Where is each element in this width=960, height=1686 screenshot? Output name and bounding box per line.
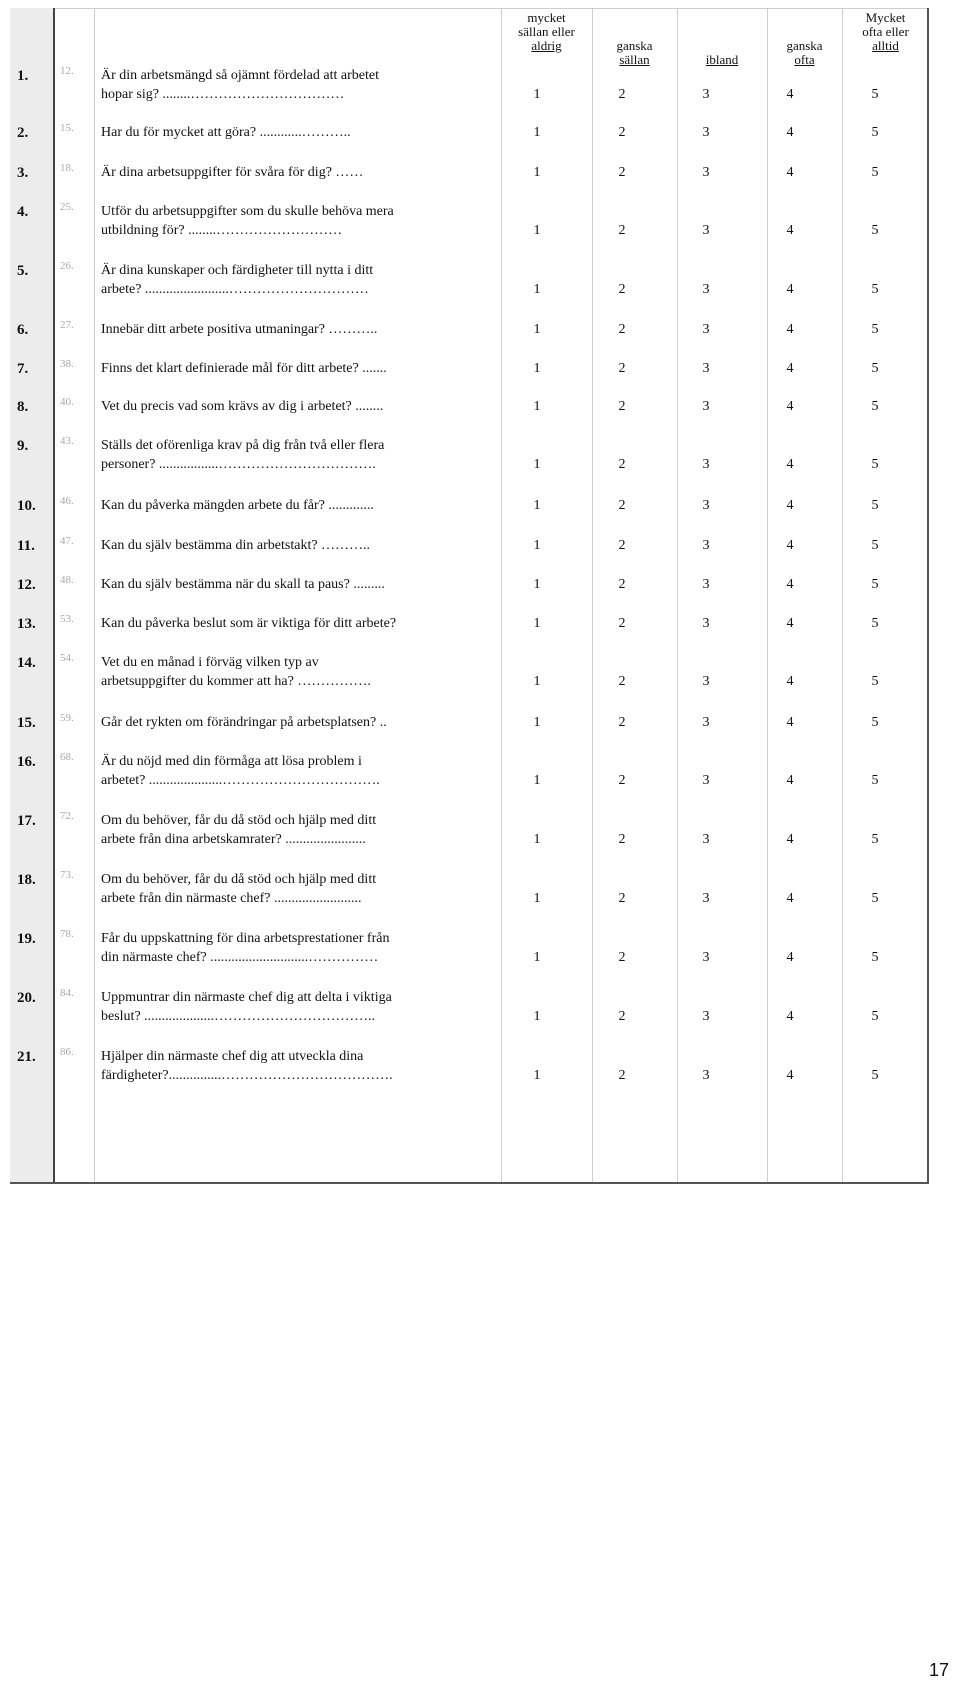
scale-option-1[interactable]: 1	[533, 282, 541, 297]
question-number: 21.	[17, 1049, 36, 1065]
scale-option-5[interactable]: 5	[871, 457, 879, 472]
scale-option-3[interactable]: 3	[702, 773, 710, 788]
question-number: 6.	[17, 322, 29, 338]
question-text-line: Innebär ditt arbete positiva utmaningar? ………..	[101, 322, 378, 337]
question-text-line: Finns det klart definierade mål för ditt arbete? .......	[101, 361, 387, 376]
scale-option-5[interactable]: 5	[871, 399, 879, 414]
original-item-number: 25.	[60, 201, 74, 213]
question-text	[101, 359, 491, 378]
question-number: 16.	[17, 754, 36, 770]
question-text	[101, 811, 491, 849]
original-item-number: 84.	[60, 987, 74, 999]
original-item-number: 86.	[60, 1046, 74, 1058]
original-item-number: 43.	[60, 435, 74, 447]
scale-option-1[interactable]: 1	[533, 87, 541, 102]
scale-option-5[interactable]: 5	[871, 674, 879, 689]
original-item-number: 12.	[60, 65, 74, 77]
question-text-line: arbetsuppgifter du kommer att ha? …………….	[101, 674, 371, 689]
original-item-number: 18.	[60, 162, 74, 174]
question-number: 7.	[17, 361, 29, 377]
question-text	[101, 163, 491, 182]
question-text-line: Har du för mycket att göra? ............………..	[101, 125, 351, 140]
scale-option-1[interactable]: 1	[533, 577, 541, 592]
column-divider	[592, 8, 593, 1182]
scale-option-3[interactable]: 3	[702, 361, 710, 376]
scale-option-5[interactable]: 5	[871, 223, 879, 238]
scale-header: ganska sällan	[616, 38, 653, 67]
scale-option-5[interactable]: 5	[871, 773, 879, 788]
question-number: 11.	[17, 538, 35, 554]
question-text	[101, 752, 491, 790]
scale-option-4[interactable]: 4	[786, 498, 794, 513]
question-number: 4.	[17, 204, 29, 220]
question-text-line: arbete från dina arbetskamrater? .......................	[101, 832, 366, 847]
question-text	[101, 123, 491, 142]
question-text-line: Är dina arbetsuppgifter för svåra för dig? ……	[101, 165, 364, 180]
scale-option-3[interactable]: 3	[702, 674, 710, 689]
question-text	[101, 653, 491, 691]
scale-option-3[interactable]: 3	[702, 891, 710, 906]
scale-option-5[interactable]: 5	[871, 282, 879, 297]
original-item-number: 54.	[60, 652, 74, 664]
question-text-line: Kan du påverka mängden arbete du får? .............	[101, 498, 374, 513]
original-item-number: 38.	[60, 358, 74, 370]
scale-option-2[interactable]: 2	[618, 1009, 626, 1024]
scale-option-2[interactable]: 2	[618, 832, 626, 847]
scale-option-2[interactable]: 2	[618, 577, 626, 592]
scale-option-3[interactable]: 3	[702, 282, 710, 297]
column-divider	[53, 8, 55, 1182]
scale-option-4[interactable]: 4	[786, 616, 794, 631]
scale-option-1[interactable]: 1	[533, 361, 541, 376]
scale-option-2[interactable]: 2	[618, 399, 626, 414]
scale-option-1[interactable]: 1	[533, 674, 541, 689]
scale-option-4[interactable]: 4	[786, 538, 794, 553]
question-text-line: Går det rykten om förändringar på arbetsplatsen? ..	[101, 715, 387, 730]
scale-option-2[interactable]: 2	[618, 322, 626, 337]
scale-option-4[interactable]: 4	[786, 1068, 794, 1083]
original-item-number: 72.	[60, 810, 74, 822]
scale-option-5[interactable]: 5	[871, 1068, 879, 1083]
scale-option-2[interactable]: 2	[618, 361, 626, 376]
scale-option-4[interactable]: 4	[786, 674, 794, 689]
scale-option-4[interactable]: 4	[786, 950, 794, 965]
scale-option-4[interactable]: 4	[786, 1009, 794, 1024]
question-text-line: Ställs det oförenliga krav på dig från två eller flera	[101, 438, 385, 453]
question-text	[101, 575, 491, 594]
question-text-line: Får du uppskattning för dina arbetsprestationer från	[101, 931, 390, 946]
original-item-number: 53.	[60, 613, 74, 625]
scale-option-5[interactable]: 5	[871, 950, 879, 965]
scale-option-2[interactable]: 2	[618, 282, 626, 297]
question-number: 5.	[17, 263, 29, 279]
scale-option-2[interactable]: 2	[618, 950, 626, 965]
scale-option-5[interactable]: 5	[871, 891, 879, 906]
column-divider	[842, 8, 843, 1182]
scale-option-3[interactable]: 3	[702, 457, 710, 472]
scale-header: ibland	[705, 52, 739, 67]
scale-option-5[interactable]: 5	[871, 538, 879, 553]
question-text	[101, 614, 491, 633]
question-text-line: Kan du påverka beslut som är viktiga för ditt arbete?	[101, 616, 397, 631]
scale-option-5[interactable]: 5	[871, 832, 879, 847]
scale-header: Mycket ofta eller alltid	[862, 10, 909, 53]
question-text-line: utbildning för? ........………………………	[101, 223, 343, 238]
scale-option-2[interactable]: 2	[618, 125, 626, 140]
scale-option-1[interactable]: 1	[533, 322, 541, 337]
question-text-line: Utför du arbetsuppgifter som du skulle behöva mera	[101, 204, 394, 219]
question-text-line: Vet du en månad i förväg vilken typ av	[101, 655, 319, 670]
question-number: 1.	[17, 68, 29, 84]
question-number: 20.	[17, 990, 36, 1006]
scale-option-2[interactable]: 2	[618, 457, 626, 472]
original-item-number: 73.	[60, 869, 74, 881]
scale-option-4[interactable]: 4	[786, 832, 794, 847]
scale-option-4[interactable]: 4	[786, 125, 794, 140]
question-text	[101, 929, 491, 967]
question-text-line: arbete? ........................…………………………	[101, 282, 369, 297]
question-text-line: Om du behöver, får du då stöd och hjälp med ditt	[101, 813, 377, 828]
scale-option-4[interactable]: 4	[786, 891, 794, 906]
column-divider	[767, 8, 768, 1182]
question-number: 9.	[17, 438, 29, 454]
question-number: 3.	[17, 165, 29, 181]
original-item-number: 26.	[60, 260, 74, 272]
scale-option-5[interactable]: 5	[871, 498, 879, 513]
question-number: 2.	[17, 125, 29, 141]
scale-option-5[interactable]: 5	[871, 616, 879, 631]
question-number: 15.	[17, 715, 36, 731]
scale-option-2[interactable]: 2	[618, 715, 626, 730]
scale-option-4[interactable]: 4	[786, 282, 794, 297]
scale-option-1[interactable]: 1	[533, 1009, 541, 1024]
scale-option-3[interactable]: 3	[702, 223, 710, 238]
scale-option-1[interactable]: 1	[533, 538, 541, 553]
question-text-line: Är din arbetsmängd så ojämnt fördelad att arbetet	[101, 68, 379, 83]
original-item-number: 78.	[60, 928, 74, 940]
scale-option-2[interactable]: 2	[618, 674, 626, 689]
scale-option-1[interactable]: 1	[533, 832, 541, 847]
question-text-line: Är dina kunskaper och färdigheter till nytta i ditt	[101, 263, 374, 278]
scale-option-4[interactable]: 4	[786, 399, 794, 414]
original-item-number: 68.	[60, 751, 74, 763]
scale-option-5[interactable]: 5	[871, 87, 879, 102]
question-number: 17.	[17, 813, 36, 829]
scale-option-3[interactable]: 3	[702, 715, 710, 730]
original-item-number: 27.	[60, 319, 74, 331]
scale-option-1[interactable]: 1	[533, 950, 541, 965]
original-item-number: 40.	[60, 396, 74, 408]
scale-option-5[interactable]: 5	[871, 715, 879, 730]
question-text-line: arbetet? .....................…………………………….	[101, 773, 380, 788]
question-text-line: Uppmuntrar din närmaste chef dig att delta i viktiga	[101, 990, 392, 1005]
scale-option-5[interactable]: 5	[871, 125, 879, 140]
scale-option-4[interactable]: 4	[786, 223, 794, 238]
scale-option-5[interactable]: 5	[871, 577, 879, 592]
scale-option-1[interactable]: 1	[533, 715, 541, 730]
scale-option-3[interactable]: 3	[702, 1009, 710, 1024]
scale-option-1[interactable]: 1	[533, 125, 541, 140]
scale-header: mycket sällan eller aldrig	[518, 10, 575, 53]
question-text-line: Kan du själv bestämma din arbetstakt? ………..	[101, 538, 371, 553]
scale-option-4[interactable]: 4	[786, 577, 794, 592]
question-text	[101, 870, 491, 908]
question-text-line: Om du behöver, får du då stöd och hjälp med ditt	[101, 872, 377, 887]
original-item-number: 46.	[60, 495, 74, 507]
scale-option-1[interactable]: 1	[533, 498, 541, 513]
scale-option-5[interactable]: 5	[871, 361, 879, 376]
question-text	[101, 536, 491, 555]
question-text	[101, 496, 491, 515]
scale-option-4[interactable]: 4	[786, 715, 794, 730]
scale-option-3[interactable]: 3	[702, 498, 710, 513]
scale-option-2[interactable]: 2	[618, 538, 626, 553]
question-text	[101, 988, 491, 1026]
scale-option-3[interactable]: 3	[702, 577, 710, 592]
original-item-number: 15.	[60, 122, 74, 134]
scale-option-2[interactable]: 2	[618, 165, 626, 180]
question-text	[101, 261, 491, 299]
question-number: 10.	[17, 498, 36, 514]
question-number: 13.	[17, 616, 36, 632]
question-text-line: Är du nöjd med din förmåga att lösa problem i	[101, 754, 362, 769]
question-text-line: Kan du själv bestämma när du skall ta paus? .........	[101, 577, 385, 592]
question-text-line: personer? .................…………………………….	[101, 457, 376, 472]
scale-option-3[interactable]: 3	[702, 832, 710, 847]
scale-option-4[interactable]: 4	[786, 322, 794, 337]
scale-option-1[interactable]: 1	[533, 165, 541, 180]
scale-option-3[interactable]: 3	[702, 950, 710, 965]
scale-option-1[interactable]: 1	[533, 223, 541, 238]
question-text	[101, 1047, 491, 1085]
question-text	[101, 320, 491, 339]
scale-option-2[interactable]: 2	[618, 891, 626, 906]
question-number: 8.	[17, 399, 29, 415]
question-number: 12.	[17, 577, 36, 593]
original-item-number: 48.	[60, 574, 74, 586]
scale-option-4[interactable]: 4	[786, 87, 794, 102]
question-text-line: beslut? ....................……………………………..	[101, 1009, 376, 1024]
question-number: 14.	[17, 655, 36, 671]
question-text	[101, 436, 491, 474]
question-text-line: Vet du precis vad som krävs av dig i arbetet? ........	[101, 399, 384, 414]
scale-option-4[interactable]: 4	[786, 361, 794, 376]
scale-option-1[interactable]: 1	[533, 773, 541, 788]
scale-option-2[interactable]: 2	[618, 616, 626, 631]
column-divider	[501, 8, 502, 1182]
scale-option-2[interactable]: 2	[618, 87, 626, 102]
scale-option-4[interactable]: 4	[786, 773, 794, 788]
scale-option-3[interactable]: 3	[702, 87, 710, 102]
question-text	[101, 202, 491, 240]
scale-option-1[interactable]: 1	[533, 1068, 541, 1083]
scale-option-3[interactable]: 3	[702, 125, 710, 140]
question-text-line: hopar sig? ........……………………………	[101, 87, 345, 102]
questionnaire-table	[10, 8, 929, 1184]
question-text-line: din närmaste chef? ............................……………	[101, 950, 379, 965]
original-item-number: 59.	[60, 712, 74, 724]
question-text	[101, 713, 491, 732]
scale-option-2[interactable]: 2	[618, 1068, 626, 1083]
table-top-border	[54, 8, 927, 9]
question-text	[101, 66, 491, 104]
scale-option-3[interactable]: 3	[702, 165, 710, 180]
question-text	[101, 397, 491, 416]
scale-option-1[interactable]: 1	[533, 616, 541, 631]
question-text-line: Hjälper din närmaste chef dig att utveckla dina	[101, 1049, 364, 1064]
original-item-number: 47.	[60, 535, 74, 547]
column-divider	[94, 8, 95, 1182]
scale-option-1[interactable]: 1	[533, 457, 541, 472]
scale-option-5[interactable]: 5	[871, 165, 879, 180]
column-divider	[677, 8, 678, 1182]
question-number: 18.	[17, 872, 36, 888]
scale-option-3[interactable]: 3	[702, 399, 710, 414]
question-text-line: arbete från din närmaste chef? .........................	[101, 891, 362, 906]
scale-option-3[interactable]: 3	[702, 616, 710, 631]
scale-option-1[interactable]: 1	[533, 891, 541, 906]
scale-option-4[interactable]: 4	[786, 165, 794, 180]
scale-option-5[interactable]: 5	[871, 322, 879, 337]
scale-header: ganska ofta	[786, 38, 823, 67]
scale-option-2[interactable]: 2	[618, 498, 626, 513]
scale-option-2[interactable]: 2	[618, 773, 626, 788]
scale-option-4[interactable]: 4	[786, 457, 794, 472]
scale-option-2[interactable]: 2	[618, 223, 626, 238]
question-text-line: färdigheter?...............……………………………….	[101, 1068, 393, 1083]
page-number: 17	[929, 1660, 950, 1680]
scale-option-1[interactable]: 1	[533, 399, 541, 414]
scale-option-5[interactable]: 5	[871, 1009, 879, 1024]
scale-option-3[interactable]: 3	[702, 322, 710, 337]
scale-option-3[interactable]: 3	[702, 1068, 710, 1083]
scale-option-3[interactable]: 3	[702, 538, 710, 553]
question-number: 19.	[17, 931, 36, 947]
